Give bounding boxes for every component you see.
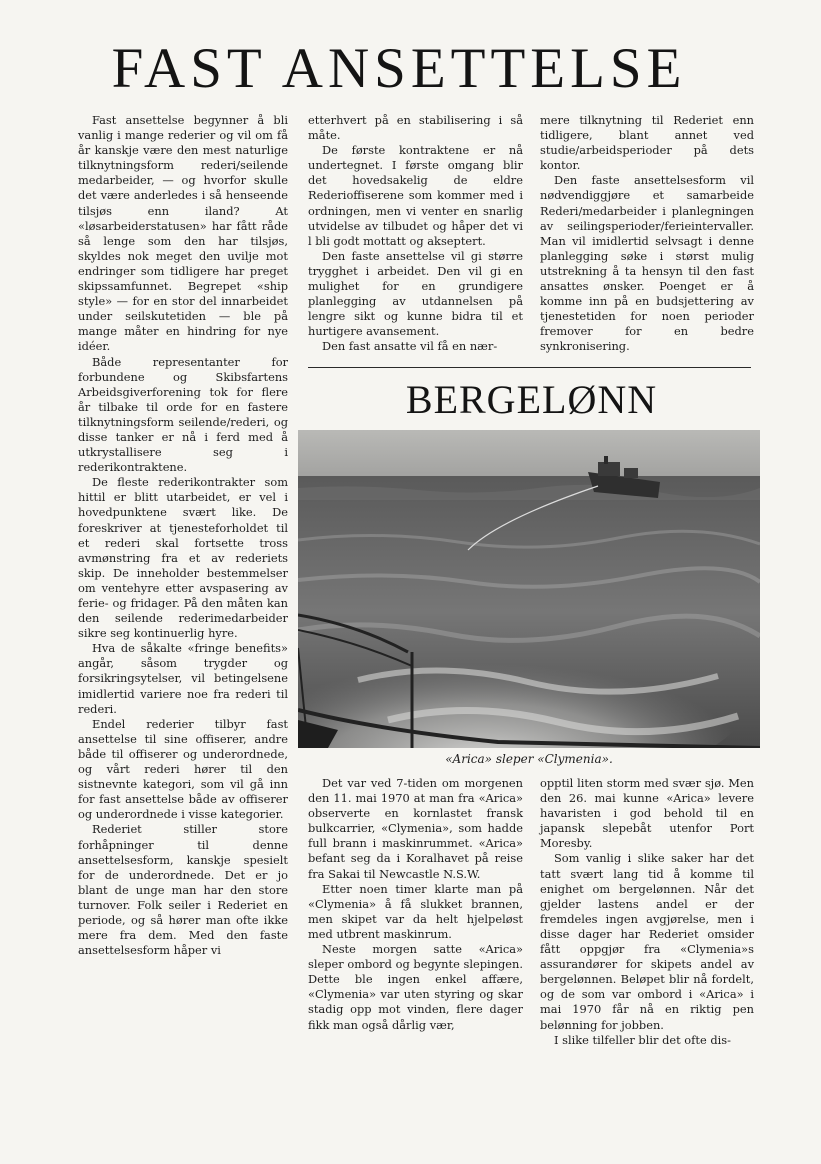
paragraph: Fast ansettelse begynner å bli vanlig i mange rederier og vil om få år kanskje være den mest naturlige tilknytningsform rederi/seilende medarbeider, — og hvorfor skulle det være anderledes i så henseende tilsjøs enn iland? At «løsarbeiderstatusen» har fått råde så lenge som den har tilsjøs, skyldes nok meget den uvilje mot endringer som tidligere har preget skipssamfunnet. Begrepet «ship style» — for en stor del innarbeidet under seilskutetiden — ble på mange måter en hindring for nye idéer.: [78, 113, 288, 354]
photo-caption: «Arica» sleper «Clymenia».: [445, 752, 613, 766]
paragraph: Rederiet stiller store forhåpninger til denne ansettelsesform, kanskje spesielt for de underordnede. Det er jo blant de unge man har den store turnover. Folk seiler i Rederiet en periode, og så hører man ofte ikke mere fra dem. Med den faste ansettelsesform håper vi: [78, 822, 288, 958]
paragraph: De fleste rederikontrakter som hittil er blitt utarbeidet, er vel i hovedpunktene svært like. De foreskriver at tjenesteforholdet til et rederi skal fortsette tross avmønstring fra et av rederiets skip. De inneholder bestemmelser om ventehyre etter avspasering av ferie- og fridager. På den måten kan den seilende rederimedarbeider sikre seg kontinuerlig hyre.: [78, 475, 288, 641]
paragraph: Den faste ansettelsesform vil nødvendiggjøre et samarbeide Rederi/medarbeider i planlegningen av seilingsperioder/ferieintervaller. Man vil imidlertid selvsagt i denne planlegging søke i størst mulig utstrekning å ta hensyn til den fast ansattes ønsker. Poenget er å komme inn på en budsjettering av tjenestetiden for noen perioder fremover for en bedre synkronisering.: [540, 173, 754, 354]
paragraph: Endel rederier tilbyr fast ansettelse til sine offiserer, andre både til offiserer og underordnede, og vårt rederi hører til den sistnevnte kategori, som vil gå inn for fast ansettelse både av offiserer og underordnede i visse kategorier.: [78, 716, 288, 822]
article-title-fast-ansettelse: FAST ANSETTELSE: [111, 37, 687, 100]
article2-column-1: [308, 776, 523, 1033]
paragraph: etterhvert på en stabilisering i så måte.: [308, 113, 523, 143]
article-title-bergelonn: BERGELØNN: [405, 377, 658, 422]
ship-towing-photo: [298, 430, 760, 748]
paragraph: I slike tilfeller blir det ofte dis-: [554, 1032, 731, 1047]
paragraph: Etter noen timer klarte man på «Clymenia» å få slukket brannen, men skipet var da helt hjelpeløst med utbrent maskinrum.: [308, 881, 523, 941]
paragraph: De første kontraktene er nå undertegnet. I første omgang blir det hovedsakelig de eldre Rederioffiserene som kommer med i ordningen, men vi venter en snarlig utvidelse av tilbudet og håper det vi l bli godt mottatt og akseptert.: [308, 143, 523, 248]
paragraph: Den fast ansatte vil få en nær-: [322, 339, 498, 354]
paragraph: Som vanlig i slike saker har det tatt svært lang tid å komme til enighet om bergelønnen. Når det gjelder lastens andel er der fremdeles ingen avgjørelse, men i disse dager har Rederiet omsider fått oppgjør fra «Clymenia»s assurandører for skipets andel av bergelønnen. Beløpet blir nå fordelt, og de som var ombord i «Arica» i mai 1970 får nå en riktig pen belønning for jobben.: [540, 851, 754, 1032]
paragraph: Det var ved 7-tiden om morgenen den 11. mai 1970 at man fra «Arica» observerte en kornlastet fransk bulkcarrier, «Clymenia», som hadde full brann i maskinrummet. «Arica» befant seg da i Koralhavet på reise fra Sakai til Newcastle N.S.W.: [308, 776, 523, 881]
paragraph: mere tilknytning til Rederiet enn tidligere, blant annet ved studie/arbeidsperioder på dets kontor.: [540, 113, 754, 173]
article1-column-1: [78, 113, 288, 958]
paragraph: Neste morgen satte «Arica» sleper ombord og begynte slepingen. Dette ble ingen enkel affære, «Clymenia» var uten styring og skar stadig opp mot vinden, flere dager fikk man også dårlig vær,: [308, 942, 523, 1032]
paragraph: Hva de såkalte «fringe benefits» angår, såsom trygder og forsikringsytelser, vil betingelsene imidlertid variere noe fra rederi til rederi.: [78, 641, 288, 716]
paragraph: Den faste ansettelse vil gi større trygghet i arbeidet. Den vil gi en mulighet for en grundigere planlegging av utdannelsen på lengre sikt og kunne bidra til et hurtigere avansement.: [308, 248, 523, 339]
article1-column-3: [540, 113, 754, 355]
paragraph: Både representanter for forbundene og Skibsfartens Arbeidsgiverforening tok for flere år tilbake til orde for en fastere tilknytningsform seilende/rederi, og disse tanker er nå i ferd med å utkrystallisere seg i rederikontraktene.: [78, 354, 288, 475]
paragraph: opptil liten storm med svær sjø. Men den 26. mai kunne «Arica» levere havaristen i god behold til en japansk slepebåt utenfor Port Moresby.: [540, 776, 754, 851]
article2-column-2: [540, 776, 754, 1048]
section-divider: [308, 367, 751, 368]
article1-column-2: [308, 113, 523, 355]
